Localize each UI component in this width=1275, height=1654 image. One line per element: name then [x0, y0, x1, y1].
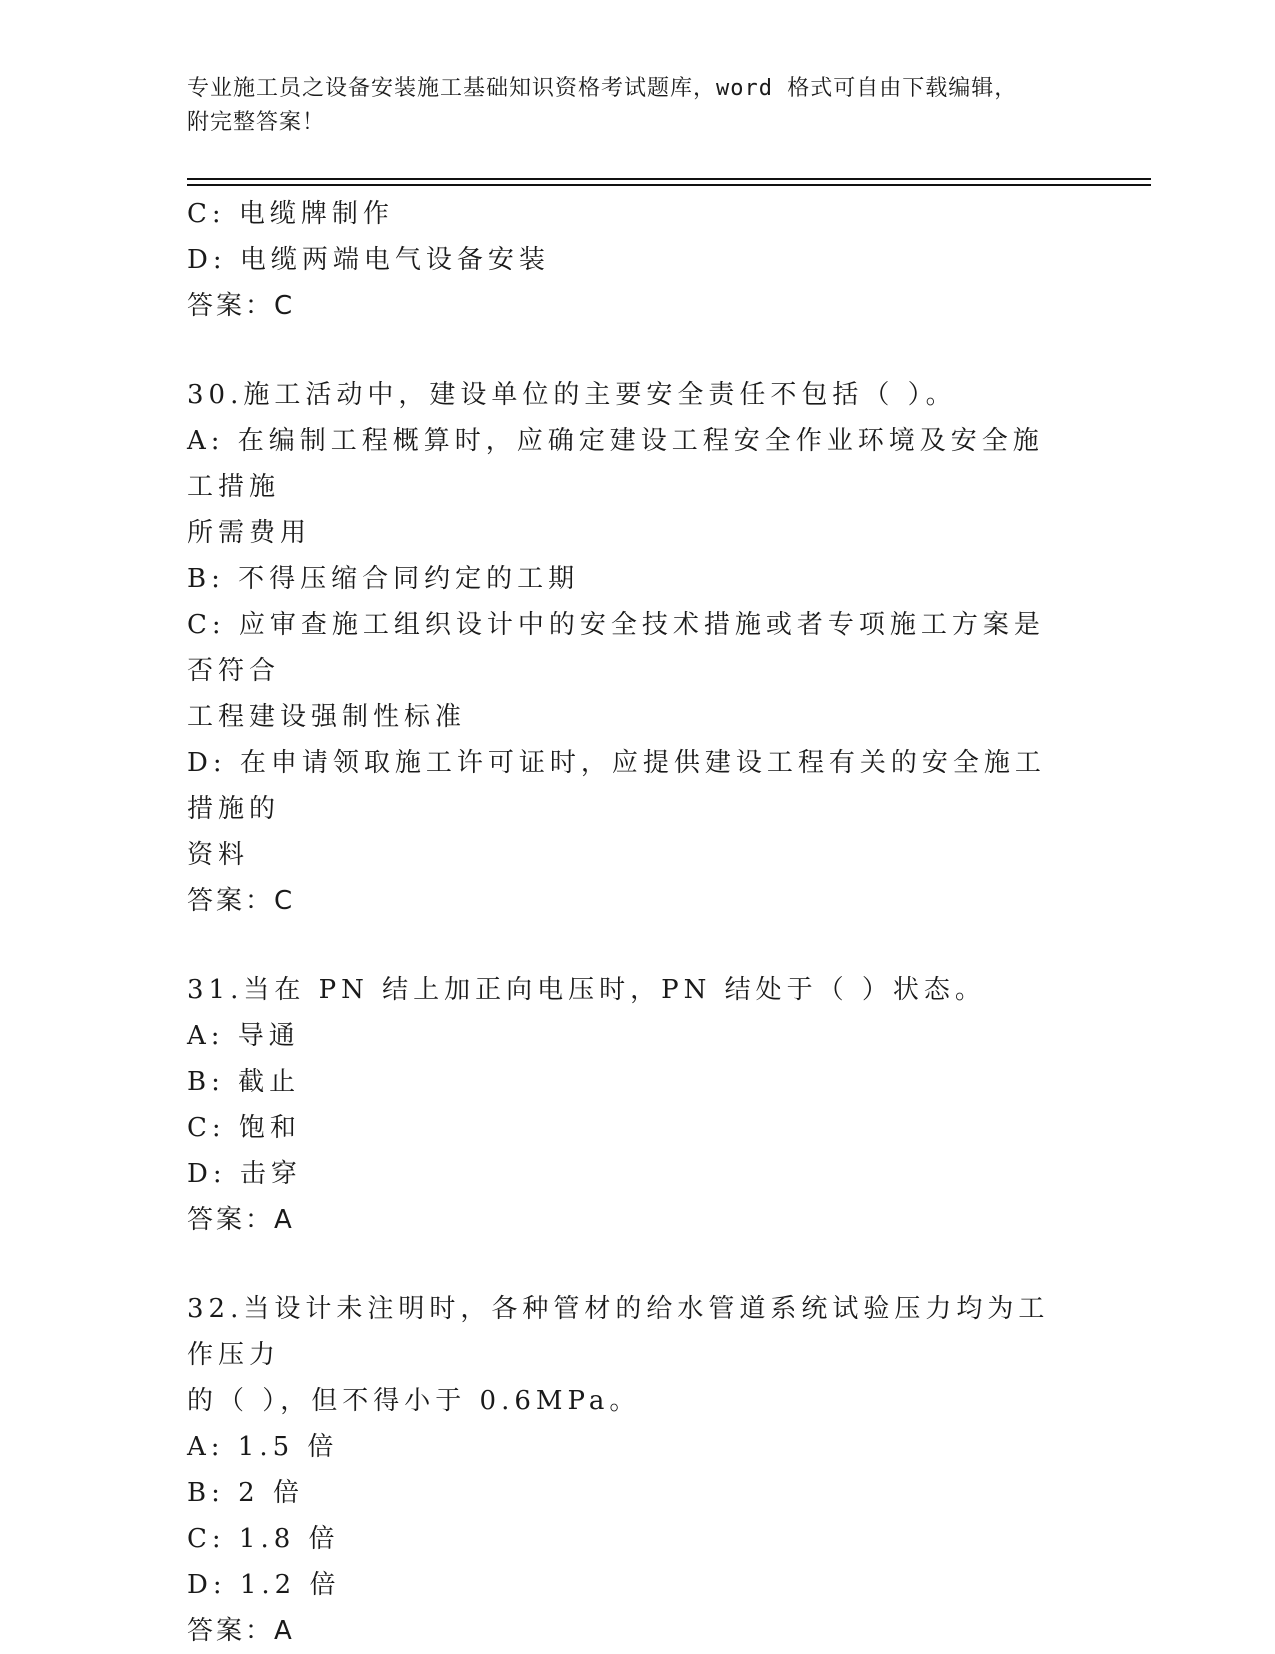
header-line-2: 附完整答案！	[187, 110, 326, 135]
question-block-previous	[187, 191, 1067, 329]
option-d: D: 1.2 倍	[187, 1570, 341, 1600]
option-a-continued: 所需费用	[187, 518, 312, 548]
question-stem: 31.当在 PN 结上加正向电压时，PN 结处于（ ）状态。	[187, 975, 986, 1005]
header-line-1: 专业施工员之设备安装施工基础知识资格考试题库，word 格式可自由下载编辑，	[187, 76, 1018, 101]
document-header	[187, 72, 1087, 140]
option-c: C: 应审查施工组织设计中的安全技术措施或者专项施工方案是否符合	[187, 610, 1045, 686]
header-divider-top	[187, 178, 1151, 180]
answer-label: 答案：C	[187, 886, 296, 916]
question-stem-continued: 的（ ），但不得小于 0.6MPa。	[187, 1386, 641, 1416]
spacer	[187, 924, 1067, 967]
answer-label: 答案：C	[187, 291, 296, 321]
option-a: A: 导通	[187, 1021, 300, 1051]
option-c: C: 电缆牌制作	[187, 199, 394, 229]
question-30	[187, 372, 1067, 924]
option-d: D: 在申请领取施工许可证时，应提供建设工程有关的安全施工措施的	[187, 748, 1046, 824]
question-32	[187, 1286, 1067, 1654]
option-d-continued: 资料	[187, 840, 250, 870]
option-d: D: 电缆两端电气设备安装	[187, 245, 550, 275]
answer-label: 答案：A	[187, 1205, 295, 1235]
spacer	[187, 329, 1067, 372]
option-b: B: 2 倍	[187, 1478, 304, 1508]
question-31	[187, 967, 1067, 1243]
question-list	[187, 191, 1067, 1654]
option-a: A: 在编制工程概算时，应确定建设工程安全作业环境及安全施工措施	[187, 426, 1044, 502]
question-stem: 32.当设计未注明时，各种管材的给水管道系统试验压力均为工作压力	[187, 1294, 1050, 1370]
question-stem: 30.施工活动中，建设单位的主要安全责任不包括（ ）。	[187, 380, 957, 410]
spacer	[187, 1243, 1067, 1286]
option-c: C: 1.8 倍	[187, 1524, 340, 1554]
option-b: B: 截止	[187, 1067, 301, 1097]
answer-label: 答案：A	[187, 1616, 295, 1646]
option-a: A: 1.5 倍	[187, 1432, 339, 1462]
option-b: B: 不得压缩合同约定的工期	[187, 564, 580, 594]
option-d: D: 击穿	[187, 1159, 302, 1189]
header-divider-bottom	[187, 184, 1151, 186]
option-c-continued: 工程建设强制性标准	[187, 702, 467, 732]
option-c: C: 饱和	[187, 1113, 301, 1143]
